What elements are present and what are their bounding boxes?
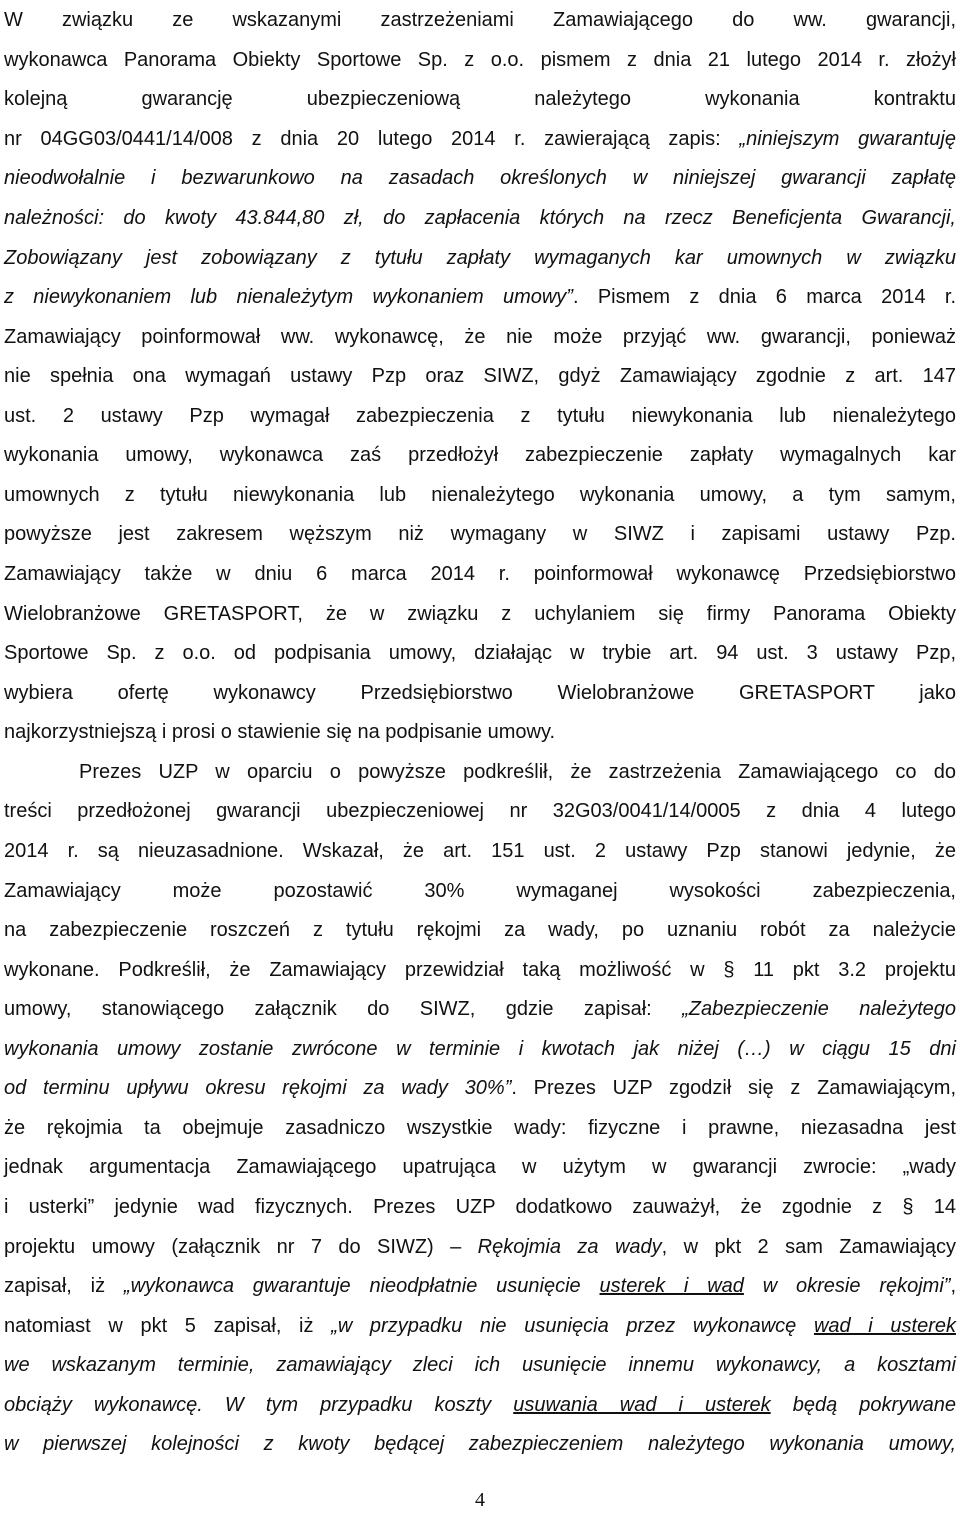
text-line: 2014 r. są nieuzasadnione. Wskazał, że art. 151 ust. 2 ustawy Pzp stanowi jedynie, że [4,840,956,862]
text-line: W związku ze wskazanymi zastrzeżeniami Zamawiającego do ww. gwarancji, [4,9,956,31]
text-line: Zamawiający także w dniu 6 marca 2014 r. poinformował wykonawcę Przedsiębiorstwo [4,563,956,585]
text-line: Zamawiający może pozostawić 30% wymaganej wysokości zabezpieczenia, [4,880,956,902]
text-line: we wskazanym terminie, zamawiający zleci ich usunięcie innemu wykonawcy, a kosztami [4,1354,956,1376]
text-line: projektu umowy (załącznik nr 7 do SIWZ) – Rękojmia za wady, w pkt 2 sam Zamawiający [4,1236,956,1258]
page-number: 4 [475,1489,485,1511]
text-line: wybiera ofertę wykonawcy Przedsiębiorstwo Wielobranżowe GRETASPORT jako [4,682,956,704]
text-line: kolejną gwarancję ubezpieczeniową należytego wykonania kontraktu [4,88,956,110]
text-line: od terminu upływu okresu rękojmi za wady 30%”. Prezes UZP zgodził się z Zamawiającym, [4,1077,956,1099]
text-line: umownych z tytułu niewykonania lub nienależytego wykonania umowy, a tym samym, [4,484,956,506]
text-line: wykonane. Podkreślił, że Zamawiający przewidział taką możliwość w § 11 pkt 3.2 projektu [4,959,956,981]
text-line: Wielobranżowe GRETASPORT, że w związku z uchylaniem się firmy Panorama Obiekty [4,603,956,625]
text-line: powyższe jest zakresem węższym niż wymagany w SIWZ i zapisami ustawy Pzp. [4,523,956,545]
text-line: ust. 2 ustawy Pzp wymagał zabezpieczenia z tytułu niewykonania lub nienależytego [4,405,956,427]
text-line: obciąży wykonawcę. W tym przypadku koszty usuwania wad i usterek będą pokrywane [4,1394,957,1416]
text-line: nr 04GG03/0441/14/008 z dnia 20 lutego 2014 r. zawierającą zapis: „niniejszym gwarantuję [4,128,956,150]
text-line: Zobowiązany jest zobowiązany z tytułu zapłaty wymaganych kar umownych w związku [4,247,956,269]
paragraph-first-line: Prezes UZP w oparciu o powyższe podkreślił, że zastrzeżenia Zamawiającego co do [79,761,956,783]
text-line: nie spełnia ona wymagań ustawy Pzp oraz SIWZ, gdyż Zamawiający zgodnie z art. 147 [4,365,956,387]
text-line: Sportowe Sp. z o.o. od podpisania umowy, działając w trybie art. 94 ust. 3 ustawy Pzp, [4,642,956,664]
text-line: na zabezpieczenie roszczeń z tytułu rękojmi za wady, po uznaniu robót za należycie [4,919,956,941]
text-line: najkorzystniejszą i prosi o stawienie się na podpisanie umowy. [4,721,556,743]
text-line: zapisał, iż „wykonawca gwarantuje nieodpłatnie usunięcie usterek i wad w okresie rękojmi”, [4,1275,956,1297]
text-line: Zamawiający poinformował ww. wykonawcę, że nie może przyjąć ww. gwarancji, ponieważ [4,326,956,348]
text-line: treści przedłożonej gwarancji ubezpieczeniowej nr 32G03/0041/14/0005 z dnia 4 lutego [4,800,956,822]
text-line: wykonania umowy zostanie zwrócone w terminie i kwotach jak niżej (…) w ciągu 15 dni [4,1038,956,1060]
text-line: umowy, stanowiącego załącznik do SIWZ, gdzie zapisał: „Zabezpieczenie należytego [4,998,956,1020]
text-line: że rękojmia ta obejmuje zasadniczo wszystkie wady: fizyczne i prawne, niezasadna jest [4,1117,956,1139]
text-line: natomiast w pkt 5 zapisał, iż „w przypadku nie usunięcia przez wykonawcę wad i usterek [4,1315,956,1337]
text-line: wykonawca Panorama Obiekty Sportowe Sp. z o.o. pismem z dnia 21 lutego 2014 r. złożył [4,49,956,71]
text-line: wykonania umowy, wykonawca zaś przedłożył zabezpieczenie zapłaty wymagalnych kar [4,444,956,466]
text-line: i usterki” jedynie wad fizycznych. Prezes UZP dodatkowo zauważył, że zgodnie z § 14 [4,1196,956,1218]
text-line: nieodwołalnie i bezwarunkowo na zasadach określonych w niniejszej gwarancji zapłatę [4,167,956,189]
text-line: jednak argumentacja Zamawiającego upatrująca w użytym w gwarancji zwrocie: „wady [4,1156,956,1178]
text-line: należności: do kwoty 43.844,80 zł, do zapłacenia których na rzecz Beneficjenta Gwarancji, [4,207,956,229]
text-line: w pierwszej kolejności z kwoty będącej zabezpieczeniem należytego wykonania umowy, [4,1433,956,1455]
text-line: z niewykonaniem lub nienależytym wykonaniem umowy”. Pismem z dnia 6 marca 2014 r. [4,286,956,308]
